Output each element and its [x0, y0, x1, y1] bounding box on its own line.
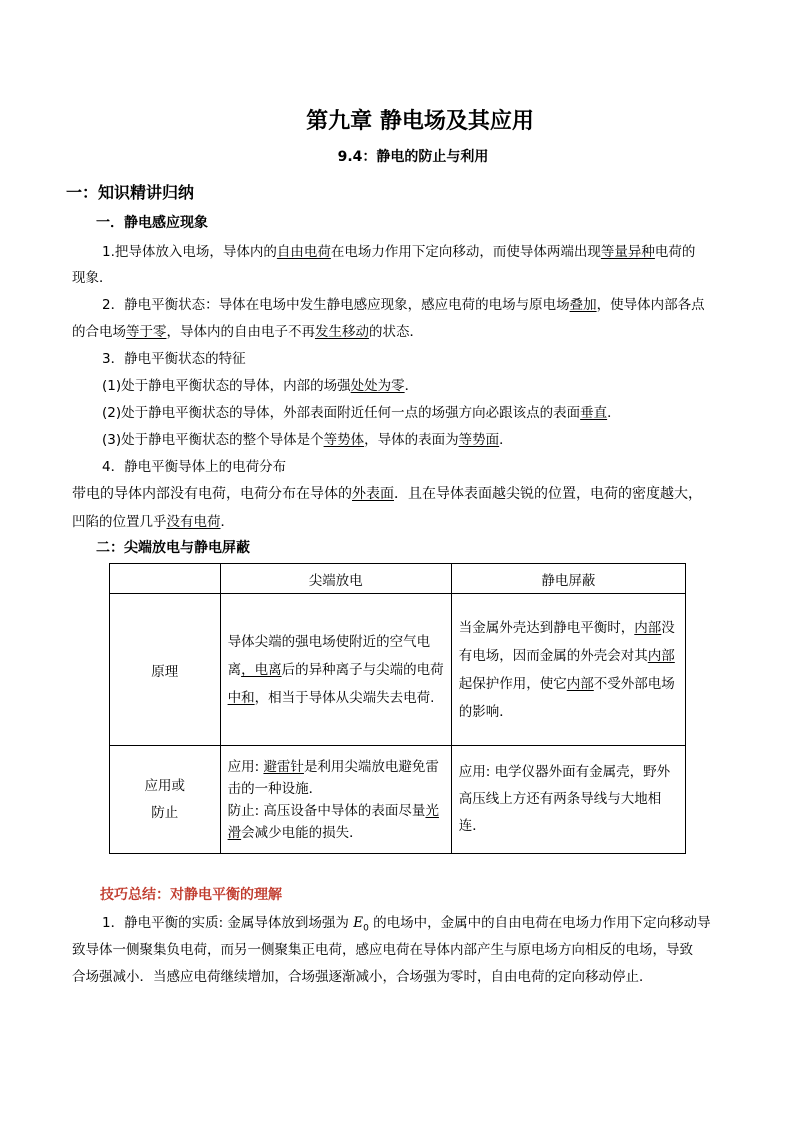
feature-2: (2)处于静电平衡状态的导体，外部表面附近任何一点的场强方向必跟该点的表面垂直．: [102, 405, 621, 421]
paragraph-1-line-2: 现象．: [72, 270, 113, 286]
table-header-shielding: 静电屏蔽: [451, 564, 685, 594]
cell-application-shielding: 应用: 电学仪器外面有金属壳，野外 高压线上方还有两条导线与大地相 连．: [451, 746, 685, 854]
table-header-empty: [110, 564, 221, 594]
table-header-point-discharge: 尖端放电: [220, 564, 451, 594]
cell-principle-shielding: 当金属外壳达到静电平衡时，内部没 有电场，因而金属的外壳会对其内部 起保护作用，使它内部不受外部电场 的影响．: [451, 594, 685, 746]
paragraph-3-heading: 3．静电平衡状态的特征: [102, 351, 246, 367]
paragraph-2-line-2: 的合电场等于零，导体内的自由电子不再发生移动的状态．: [72, 324, 423, 340]
tips-title: 技巧总结：对静电平衡的理解: [100, 887, 282, 903]
section-subtitle: 9.4：静电的防止与利用: [337, 149, 489, 165]
cell-application-discharge: 应用: 避雷针是利用尖端放电避免雷 击的一种设施． 防止: 高压设备中导体的表面尽量光 滑会减少电能的损失．: [220, 746, 451, 854]
paragraph-4-line-2: 凹陷的位置几乎没有电荷．: [72, 514, 234, 530]
heading-knowledge: 一：知识精讲归纳: [66, 183, 195, 202]
paragraph-4-heading: 4．静电平衡导体上的电荷分布: [102, 459, 287, 475]
paragraph-4-line-1: 带电的导体内部没有电荷，电荷分布在导体的外表面．且在导体表面越尖锐的位置，电荷的密度越大，: [72, 486, 702, 502]
tips-line-1: 1．静电平衡的实质: 金属导体放到场强为 $E_0$ 的电场中，金属中的自由电荷在电场力作用下定向移动导: [102, 915, 711, 934]
heading-induction: 一．静电感应现象: [96, 215, 208, 231]
paragraph-1-line-1: 1.把导体放入电场，导体内的自由电荷在电场力作用下定向移动，而使导体两端出现等量异种电荷的: [102, 244, 696, 260]
table-row-application: [110, 746, 686, 854]
tips-line-3: 合场强减小．当感应电荷继续增加，合场强逐渐减小，合场强为零时，自由电荷的定向移动停止．: [72, 969, 653, 985]
table-row-principle: [110, 594, 686, 746]
tips-line-2: 致导体一侧聚集负电荷，而另一侧聚集正电荷，感应电荷在导体内部产生与原电场方向相反的电场，导致: [72, 942, 693, 958]
row-label-principle: 原理: [110, 594, 221, 746]
heading-point-discharge: 二：尖端放电与静电屏蔽: [96, 540, 250, 556]
comparison-table: [109, 563, 686, 854]
table-header-row: [110, 564, 686, 594]
feature-1: (1)处于静电平衡状态的导体，内部的场强处处为零．: [102, 378, 419, 394]
cell-principle-discharge: 导体尖端的强电场使附近的空气电 离，电离后的异种离子与尖端的电荷 中和，相当于导体从尖端失去电荷.: [220, 594, 451, 746]
feature-3: (3)处于静电平衡状态的整个导体是个等势体，导体的表面为等势面．: [102, 432, 513, 448]
paragraph-2-line-1: 2．静电平衡状态：导体在电场中发生静电感应现象，感应电荷的电场与原电场叠加，使导体内部各点: [102, 297, 705, 313]
row-label-application: 应用或 防止: [110, 746, 221, 854]
chapter-title: 第九章 静电场及其应用: [306, 108, 534, 134]
